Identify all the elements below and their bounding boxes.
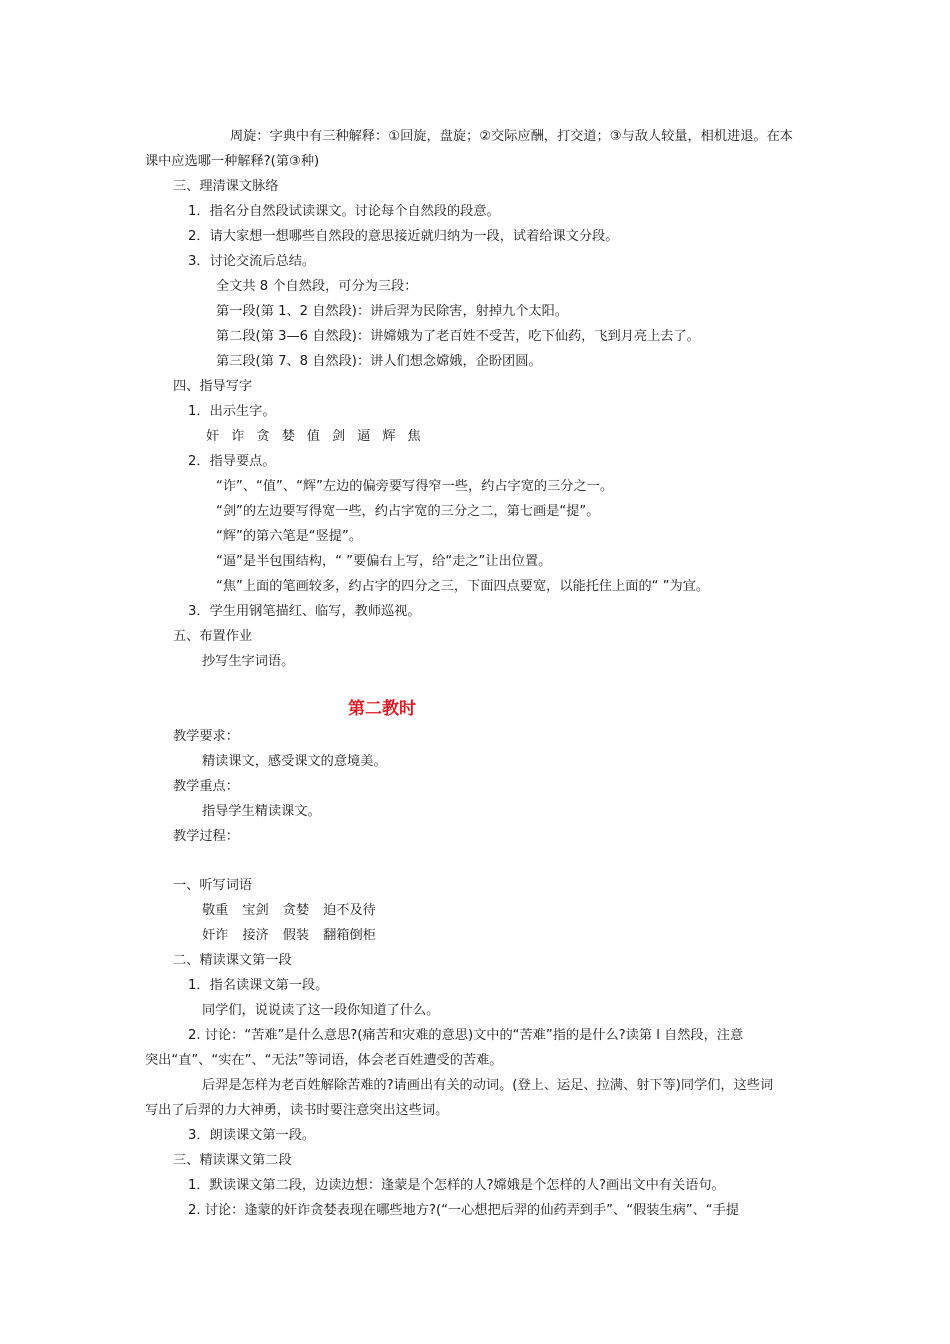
list-item: 2. 讨论：逢蒙的奸诈贪婪表现在哪些地方?(“一心想把后羿的仙药弄到手”、“假装生病”、“手提 xyxy=(188,1203,740,1218)
paragraph-line: 第二段(第 3—6 自然段)：讲嫦娥为了老百姓不受苦，吃下仙药，飞到月亮上去了。 xyxy=(216,329,700,344)
dictation-row xyxy=(202,926,390,946)
paragraph-line: “诈”、“值”、“辉”左边的偏旁要写得窄一些，约占字宽的三分之一。 xyxy=(216,479,614,494)
section-heading: 三、精读课文第二段 xyxy=(173,1153,292,1168)
new-character: 焦 xyxy=(407,429,421,444)
paragraph-line: 第三段(第 7、8 自然段)：讲人们想念嫦娥，企盼团圆。 xyxy=(216,354,542,369)
section-heading: 一、听写词语 xyxy=(173,878,253,893)
new-character: 贪 xyxy=(256,429,270,444)
dictation-word: 宝剑 xyxy=(242,903,269,918)
new-character: 诈 xyxy=(231,429,245,444)
paragraph-line: “剑”的左边要写得宽一些，约占字宽的三分之二，第七画是“提”。 xyxy=(216,504,600,519)
dictation-word: 奸诈 xyxy=(202,928,229,943)
list-item: 3．朗读课文第一段。 xyxy=(188,1128,316,1143)
new-character: 婪 xyxy=(281,429,295,444)
dictation-word: 假装 xyxy=(282,928,310,943)
label-line: 教学要求： xyxy=(173,729,239,744)
list-item: 1．默读课文第二段，边读边想：逢蒙是个怎样的人?嫦娥是个怎样的人?画出文中有关语句。 xyxy=(188,1178,725,1193)
paragraph-line: 同学们，说说读了这一段你知道了什么。 xyxy=(202,1003,440,1018)
list-item: 1．指名分自然段试读课文。讨论每个自然段的段意。 xyxy=(188,204,500,219)
dictation-row xyxy=(202,901,390,921)
label-line: 教学重点： xyxy=(173,779,239,794)
new-characters-row xyxy=(206,427,433,447)
section-heading: 五、布置作业 xyxy=(173,629,253,644)
list-item: 3．讨论交流后总结。 xyxy=(188,254,316,269)
paragraph-line: 精读课文，感受课文的意境美。 xyxy=(202,754,387,769)
section-title: 第二教时 xyxy=(348,699,416,719)
list-item: 2．请大家想一想哪些自然段的意思接近就归纳为一段，试着给课文分段。 xyxy=(188,229,619,244)
dictation-word: 翻箱倒柜 xyxy=(323,928,376,943)
list-item: 3．学生用钢笔描红、临写，教师巡视。 xyxy=(188,604,421,619)
section-heading: 四、指导写字 xyxy=(173,379,253,394)
paragraph-line: “焦”上面的笔画较多，约占字的四分之三，下面四点要宽，以能托住上面的“ ”为宜。 xyxy=(216,579,710,594)
section-heading: 三、理清课文脉络 xyxy=(173,179,279,194)
dictation-word: 迫不及待 xyxy=(323,903,376,918)
definition-line-continued: 课中应选哪一种解释?(第③种) xyxy=(145,154,320,169)
paragraph-line: 突出“直”、“实在”、“无法”等词语，体会老百姓遭受的苦难。 xyxy=(145,1053,503,1068)
paragraph-line: 第一段(第 1、2 自然段)：讲后羿为民除害，射掉九个太阳。 xyxy=(216,304,568,319)
dictation-word: 贪婪 xyxy=(282,903,310,918)
definition-line: 周旋：字典中有三种解释：①回旋，盘旋；②交际应酬，打交道；③与敌人较量，相机进退。在本 xyxy=(230,129,793,144)
paragraph-line: “辉”的第六笔是“竖提”。 xyxy=(216,529,363,544)
dictation-word: 接济 xyxy=(242,928,269,943)
paragraph-line: 后羿是怎样为老百姓解除苦难的?请画出有关的动词。(登上、运足、拉满、射下等)同学们，这些词 xyxy=(202,1078,774,1093)
paragraph-line: 写出了后羿的力大神勇，读书时要注意突出这些词。 xyxy=(145,1103,449,1118)
new-character: 逼 xyxy=(357,429,371,444)
new-character: 辉 xyxy=(382,429,396,444)
list-item: 1．指名读课文第一段。 xyxy=(188,978,329,993)
paragraph-line: 全文共 8 个自然段，可分为三段： xyxy=(216,279,418,294)
list-item: 1．出示生字。 xyxy=(188,404,276,419)
list-item: 2．指导要点。 xyxy=(188,454,276,469)
new-character: 值 xyxy=(306,429,320,444)
paragraph-line: “逼”是半包围结构，“ ”要偏右上写，给“走之”让出位置。 xyxy=(216,554,552,569)
section-heading: 二、精读课文第一段 xyxy=(173,953,292,968)
label-line: 教学过程： xyxy=(173,829,239,844)
paragraph-line: 抄写生字词语。 xyxy=(202,654,295,669)
paragraph-line: 指导学生精读课文。 xyxy=(202,804,321,819)
new-character: 奸 xyxy=(206,429,220,444)
dictation-word: 敬重 xyxy=(202,903,229,918)
list-item: 2. 讨论：“苦难”是什么意思?(痛苦和灾难的意思)文中的“苦难”指的是什么?读第 l 自然段，注意 xyxy=(188,1028,744,1043)
new-character: 剑 xyxy=(331,429,346,444)
